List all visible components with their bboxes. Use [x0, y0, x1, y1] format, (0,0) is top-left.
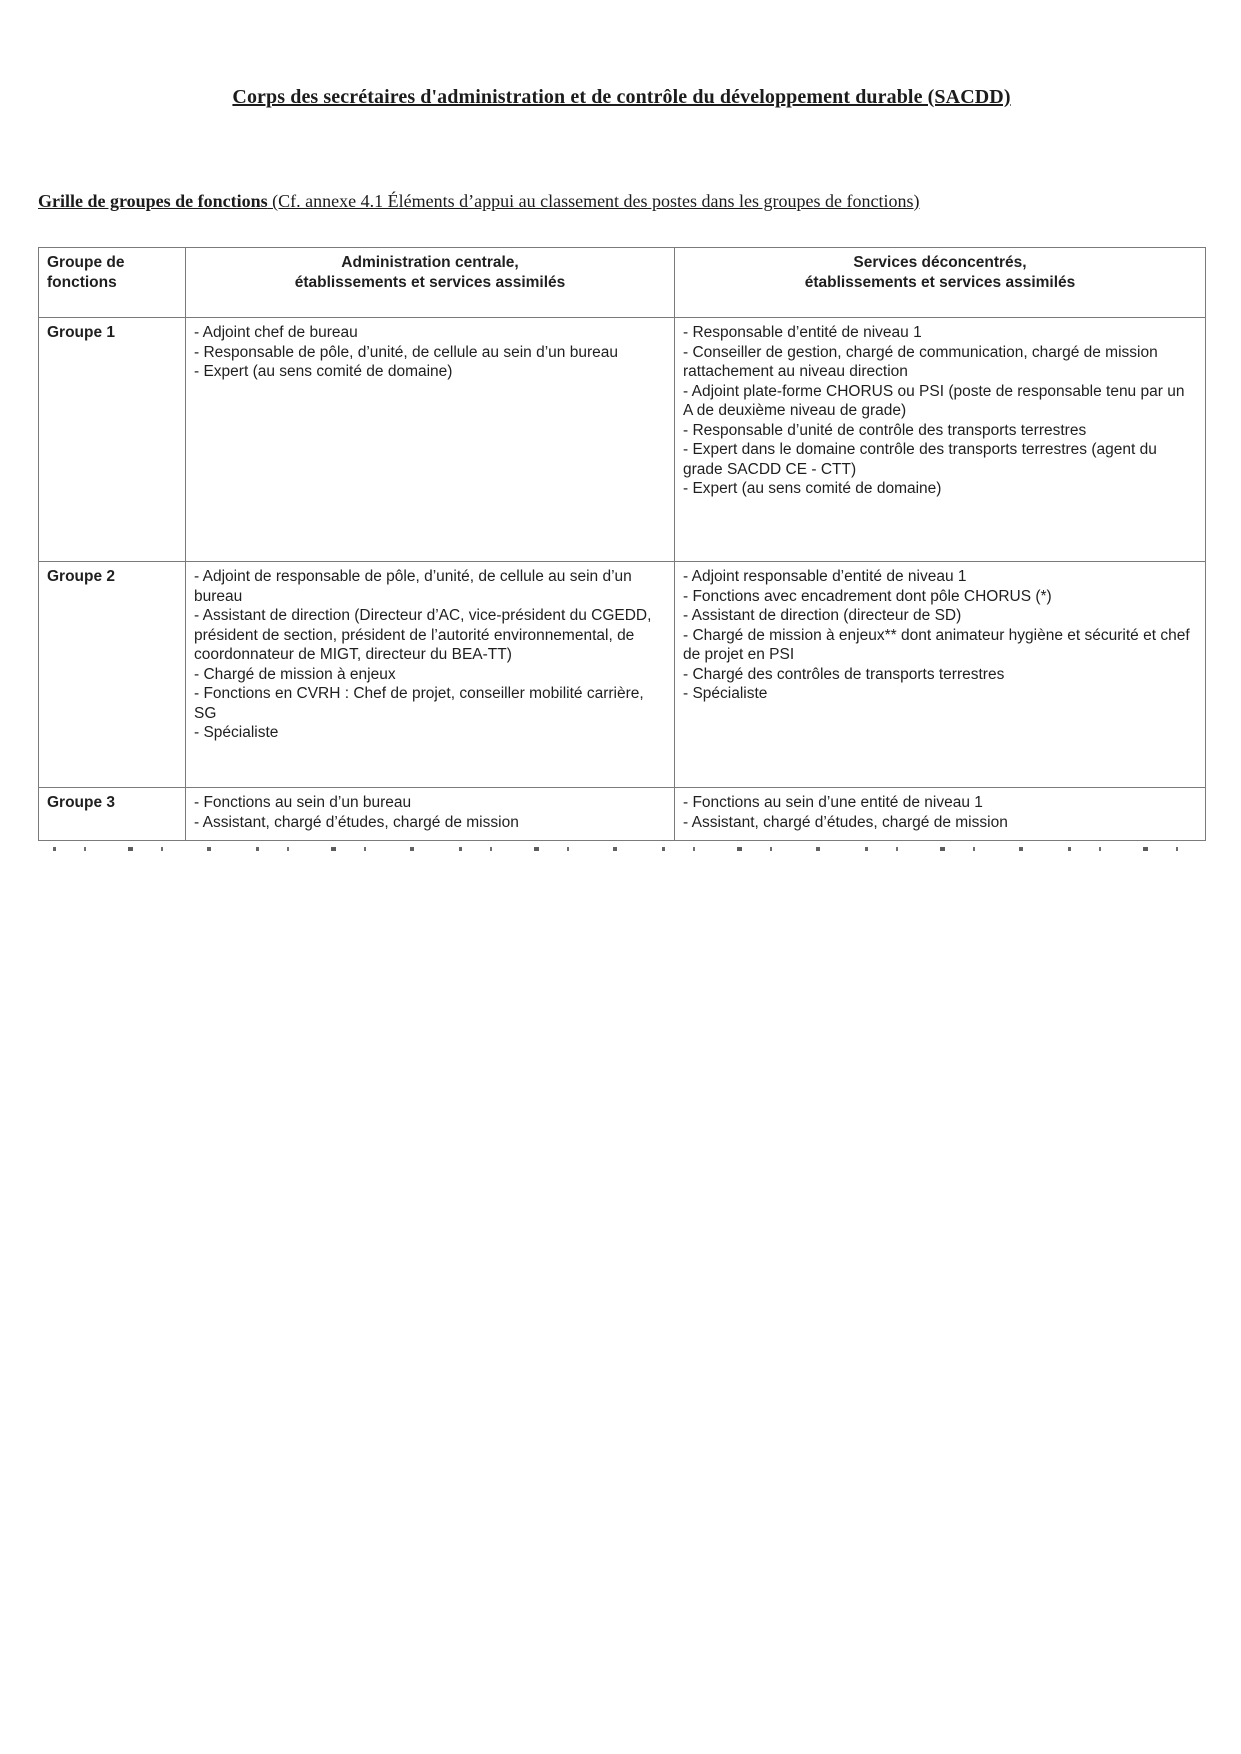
fonction-item: - Chargé de mission à enjeux [194, 665, 396, 683]
header-line: fonctions [47, 273, 117, 291]
fonction-item: - Fonctions au sein d’un bureau [194, 794, 412, 811]
table-header-row [39, 248, 1206, 318]
fonction-item: - Expert dans le domaine contrôle des transports terrestres (agent du grade SACDD CE - CTT) [683, 441, 1157, 478]
header-line: Administration centrale, [341, 254, 519, 271]
table-row [39, 788, 1206, 841]
deconcentres-cell [675, 562, 1206, 788]
fonction-item: - Chargé des contrôles de transports terrestres [683, 665, 1005, 683]
clipped-footnote-line [40, 847, 1190, 851]
fonction-item: - Responsable d’entité de niveau 1 [683, 324, 922, 341]
header-groupe-de-fonctions [39, 248, 186, 318]
fonction-item: - Expert (au sens comité de domaine) [683, 480, 942, 497]
fonction-item: - Expert (au sens comité de domaine) [194, 363, 453, 380]
header-administration-centrale [186, 248, 675, 318]
fonction-item: - Chargé de mission à enjeux** dont animateur hygiène et sécurité et chef de projet en PSI [683, 626, 1190, 663]
fonction-item: - Responsable de pôle, d’unité, de cellule au sein d’un bureau [194, 343, 618, 361]
fonction-item: - Assistant de direction (Directeur d’AC, vice-président du CGEDD, président de section, président de l’autorité environnemental, de coordonnateur de MIGT, directeur du BEA-TT) [194, 607, 652, 663]
table-row [39, 562, 1206, 788]
group-label: Groupe 3 [39, 788, 186, 841]
fonction-item: - Assistant, chargé d’études, chargé de mission [194, 813, 519, 831]
deconcentres-cell [675, 318, 1206, 562]
section-heading-rest: (Cf. annexe 4.1 Éléments d’appui au classement des postes dans les groupes de fonctions) [267, 191, 920, 211]
section-heading-bold: Grille de groupes de fonctions [38, 191, 268, 211]
header-line: Groupe de [47, 254, 125, 271]
fonction-item: - Adjoint plate-forme CHORUS ou PSI (poste de responsable tenu par un A de deuxième niveau de grade) [683, 382, 1185, 419]
fonction-item: - Conseiller de gestion, chargé de communication, chargé de mission rattachement au niveau direction [683, 343, 1158, 380]
header-line: Services déconcentrés, [853, 254, 1027, 271]
document-title: Corps des secrétaires d'administration et de contrôle du développement durable (SACDD) [232, 86, 1011, 108]
fonctions-table [38, 247, 1206, 841]
table-row [39, 318, 1206, 562]
fonction-item: - Fonctions avec encadrement dont pôle CHORUS (*) [683, 587, 1052, 605]
fonction-item: - Responsable d’unité de contrôle des transports terrestres [683, 421, 1087, 439]
centrale-cell [186, 318, 675, 562]
fonction-item: - Adjoint chef de bureau [194, 324, 358, 341]
deconcentres-cell [675, 788, 1206, 841]
fonction-item: - Adjoint de responsable de pôle, d’unité, de cellule au sein d’un bureau [194, 568, 632, 605]
header-line: établissements et services assimilés [804, 273, 1076, 291]
table-body [39, 318, 1206, 841]
fonction-item: - Assistant, chargé d’études, chargé de mission [683, 813, 1008, 831]
fonction-item: - Fonctions au sein d’une entité de niveau 1 [683, 794, 983, 811]
group-label: Groupe 2 [39, 562, 186, 788]
fonction-item: - Spécialiste [683, 685, 768, 702]
section-heading [38, 187, 1058, 216]
header-services-deconcentres [675, 248, 1206, 318]
header-line: établissements et services assimilés [294, 273, 566, 291]
centrale-cell [186, 562, 675, 788]
group-label: Groupe 1 [39, 318, 186, 562]
fonction-item: - Assistant de direction (directeur de SD) [683, 607, 962, 624]
fonction-item: - Adjoint responsable d’entité de niveau 1 [683, 568, 967, 585]
fonction-item: - Fonctions en CVRH : Chef de projet, conseiller mobilité carrière, SG [194, 685, 644, 722]
centrale-cell [186, 788, 675, 841]
fonction-item: - Spécialiste [194, 724, 279, 741]
